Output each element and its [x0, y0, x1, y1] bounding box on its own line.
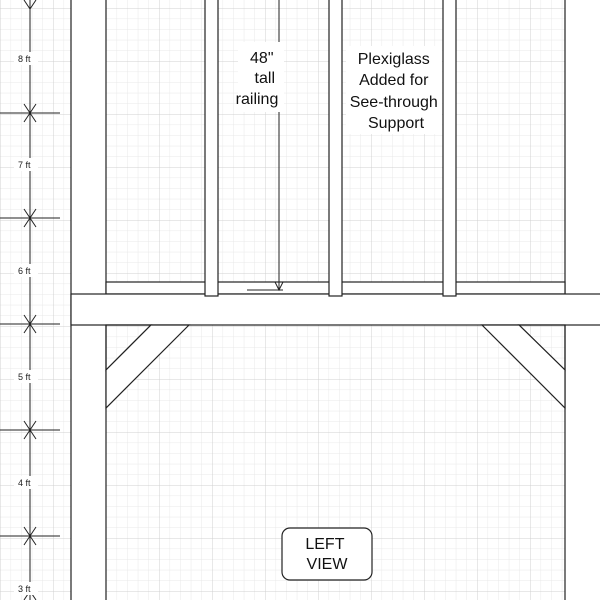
baluster	[205, 0, 218, 296]
floor-beam	[71, 294, 600, 325]
ruler-label-8ft: 8 ft	[18, 54, 31, 64]
plexiglass-note: Plexiglass Added for See-through Support	[349, 51, 438, 132]
ruler-label-7ft: 7 ft	[18, 160, 31, 170]
view-label: LEFT VIEW	[305, 536, 348, 573]
railing-height-label: 48" tall railing	[235, 50, 279, 108]
baluster	[443, 0, 456, 296]
baluster	[329, 0, 342, 296]
ruler-label-4ft: 4 ft	[18, 478, 31, 488]
ruler-label-6ft: 6 ft	[18, 266, 31, 276]
ruler-label-5ft: 5 ft	[18, 372, 31, 382]
ruler-label-3ft: 3 ft	[18, 584, 31, 594]
